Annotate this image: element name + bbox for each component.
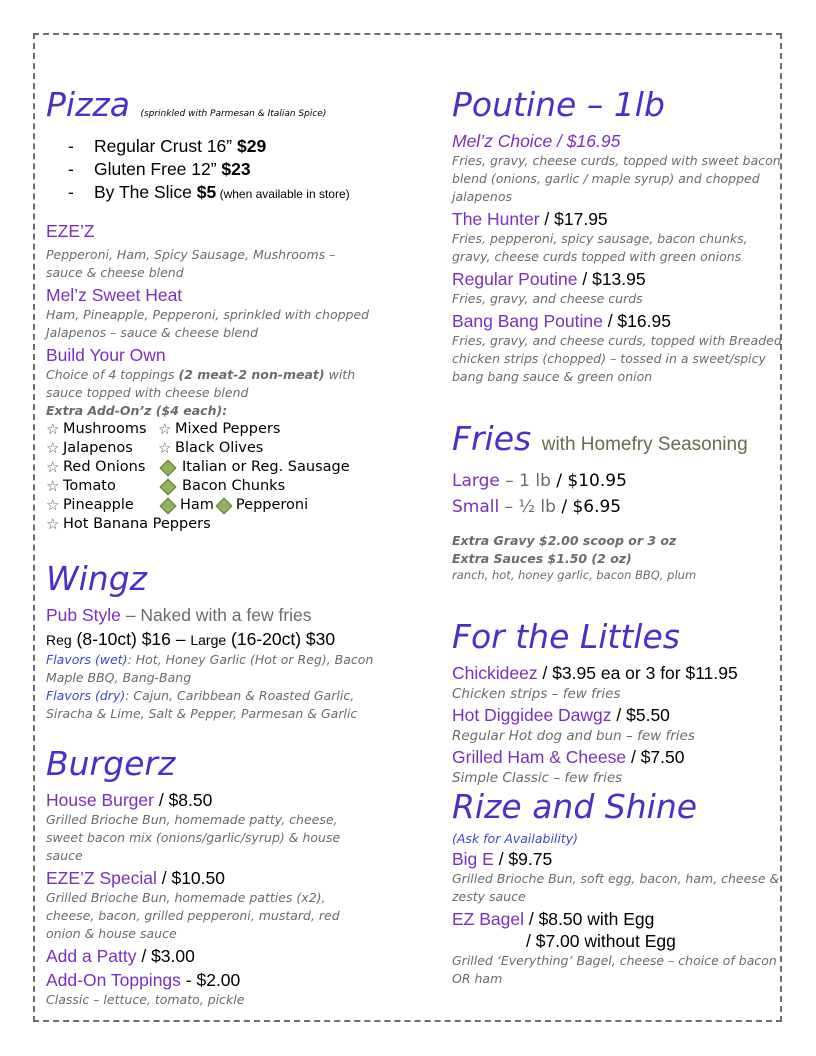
topping-jalapenos: ☆ Jalapenos xyxy=(46,439,133,457)
burger-house-desc: Grilled Brioche Bun, homemade patty, cheese, sweet bacon mix (onions/garlic/syrup) & house sauce xyxy=(46,812,341,863)
topping-red-onions: ☆ Red Onions xyxy=(46,458,146,476)
topping-row xyxy=(46,515,376,534)
wingz-style: Pub Style – Naked with a few fries xyxy=(46,605,312,625)
pizza-size-gluten-free: - Gluten Free 12” $23 xyxy=(68,158,376,181)
topping-sausage: Italian or Reg. Sausage xyxy=(158,458,350,477)
fries-sauces-list: ranch, hot, honey garlic, bacon BBQ, plum xyxy=(452,568,697,582)
littles-chickideez-desc: Chicken strips – few fries xyxy=(452,686,621,702)
star-icon: ☆ xyxy=(158,420,172,438)
fries-title: Fries with Homefry Seasoning xyxy=(452,419,748,458)
rize-note: (Ask for Availability) xyxy=(452,831,579,846)
rize-bagel-desc: Grilled ‘Everything’ Bagel, cheese – choice of bacon OR ham xyxy=(452,953,777,986)
littles-title: For the Littles xyxy=(452,617,680,656)
topping-grid xyxy=(46,420,376,534)
rize-big-e-desc: Grilled Brioche Bun, soft egg, bacon, ham, cheese & zesty sauce xyxy=(452,871,780,904)
meat-diamond-icon xyxy=(160,497,177,514)
burger-add-on-desc: Classic – lettuce, tomato, pickle xyxy=(46,992,245,1007)
pizza-item-sweet-heat-name: Mel’z Sweet Heat xyxy=(46,285,183,305)
topping-bacon-chunks: Bacon Chunks xyxy=(158,477,285,496)
littles-ham-cheese-name: Grilled Ham & Cheese / $7.50 xyxy=(452,747,685,767)
burger-house-name: House Burger / $8.50 xyxy=(46,790,213,810)
wingz-wet-flavors: Flavors (wet): Hot, Honey Garlic (Hot or Reg), Bacon Maple BBQ, Bang-Bang xyxy=(46,652,374,685)
topping-black-olives: ☆ Black Olives xyxy=(158,439,264,457)
poutine-hunter-name: The Hunter / $17.95 xyxy=(452,209,608,229)
fries-extra-sauces: Extra Sauces $1.50 (2 oz) xyxy=(452,551,632,566)
poutine-regular-desc: Fries, gravy, and cheese curds xyxy=(452,291,643,306)
littles-dawgz-name: Hot Diggidee Dawgz / $5.50 xyxy=(452,705,670,725)
poutine-section xyxy=(452,86,782,386)
pizza-item-ezez-desc: Pepperoni, Ham, Spicy Sausage, Mushrooms – sauce & cheese blend xyxy=(46,247,336,280)
pizza-section xyxy=(46,86,376,534)
poutine-melz-name: Mel’z Choice / $16.95 xyxy=(452,131,621,151)
pizza-addons-title: Extra Add-On’z ($4 each): xyxy=(46,403,228,418)
topping-pepperoni: Pepperoni xyxy=(214,496,308,515)
littles-dawgz-desc: Regular Hot dog and bun – few fries xyxy=(452,728,695,744)
topping-mushrooms: ☆ Mushrooms xyxy=(46,420,147,438)
fries-section xyxy=(452,420,782,582)
topping-row xyxy=(46,439,376,458)
topping-row xyxy=(46,420,376,439)
topping-ham: Ham xyxy=(158,496,214,515)
pizza-size-regular: - Regular Crust 16” $29 xyxy=(68,135,376,158)
burger-add-patty: Add a Patty / $3.00 xyxy=(46,946,195,966)
rize-section xyxy=(452,788,782,988)
star-icon: ☆ xyxy=(46,439,60,457)
burger-add-on-toppings: Add-On Toppings - $2.00 xyxy=(46,970,241,990)
star-icon: ☆ xyxy=(158,439,172,457)
poutine-bangbang-name: Bang Bang Poutine / $16.95 xyxy=(452,311,671,331)
topping-row xyxy=(46,496,376,515)
littles-chickideez-name: Chickideez / $3.95 ea or 3 for $11.95 xyxy=(452,663,738,683)
pizza-item-sweet-heat-desc: Ham, Pineapple, Pepperoni, sprinkled with chopped Jalapenos – sauce & cheese blend xyxy=(46,307,370,340)
fries-small: Small – ½ lb / $6.95 xyxy=(452,497,622,517)
pizza-note: (sprinkled with Parmesan & Italian Spice) xyxy=(140,109,327,119)
wingz-title: Wingz xyxy=(46,559,147,598)
pizza-title: Pizza (sprinkled with Parmesan & Italian Spice) xyxy=(46,85,327,124)
pizza-size-list xyxy=(46,135,376,206)
star-icon: ☆ xyxy=(46,477,60,495)
poutine-regular-name: Regular Poutine / $13.95 xyxy=(452,269,646,289)
topping-hot-banana: ☆ Hot Banana Peppers xyxy=(46,515,211,533)
pizza-item-byo-name: Build Your Own xyxy=(46,345,166,365)
littles-section xyxy=(452,618,782,788)
left-column xyxy=(46,86,376,1009)
poutine-melz-desc: Fries, gravy, cheese curds, topped with sweet bacon blend (onions, garlic / maple syrup) and chopped jalapenos xyxy=(452,153,781,204)
fries-subtitle: with Homefry Seasoning xyxy=(541,434,748,455)
topping-tomato: ☆ Tomato xyxy=(46,477,116,495)
pizza-item-byo-desc: Choice of 4 toppings (2 meat-2 non-meat) with sauce topped with cheese blend xyxy=(46,367,356,400)
star-icon: ☆ xyxy=(46,458,60,476)
right-column xyxy=(452,86,782,988)
topping-row xyxy=(46,458,376,477)
poutine-title: Poutine – 1lb xyxy=(452,85,665,124)
poutine-hunter-desc: Fries, pepperoni, spicy sausage, bacon chunks, gravy, cheese curds topped with green onions xyxy=(452,231,748,264)
poutine-bangbang-desc: Fries, gravy, and cheese curds, topped with Breaded chicken strips (chopped) – tossed in a sweet/spicy bang bang sauce & green onion xyxy=(452,333,782,384)
fries-large: Large – 1 lb / $10.95 xyxy=(452,471,627,491)
topping-pineapple: ☆ Pineapple xyxy=(46,496,134,514)
pizza-item-ezez-name: EZE’Z xyxy=(46,221,95,241)
rize-bagel-price-no-egg: / $7.00 without Egg xyxy=(526,931,676,951)
fries-extra-gravy: Extra Gravy $2.00 scoop or 3 oz xyxy=(452,533,677,548)
meat-diamond-icon xyxy=(215,497,232,514)
rize-big-e-name: Big E / $9.75 xyxy=(452,849,553,869)
topping-row xyxy=(46,477,376,496)
wingz-dry-flavors: Flavors (dry): Cajun, Caribbean & Roasted Garlic, Siracha & Lime, Salt & Pepper, Parmesan & Garlic xyxy=(46,688,358,721)
meat-diamond-icon xyxy=(160,459,177,476)
burgerz-section xyxy=(46,745,376,1009)
rize-bagel-name: EZ Bagel / $8.50 with Egg xyxy=(452,909,655,929)
littles-ham-cheese-desc: Simple Classic – few fries xyxy=(452,770,623,786)
star-icon: ☆ xyxy=(46,420,60,438)
rize-title: Rize and Shine xyxy=(452,787,698,826)
star-icon: ☆ xyxy=(46,515,60,533)
meat-diamond-icon xyxy=(160,478,177,495)
burger-special-name: EZE’Z Special / $10.50 xyxy=(46,868,225,888)
wingz-sizes: Reg (8-10ct) $16 – Large (16-20ct) $30 xyxy=(46,629,336,649)
burger-special-desc: Grilled Brioche Bun, homemade patties (x2), cheese, bacon, grilled pepperoni, mustard, red onion & house sauce xyxy=(46,890,340,941)
burgerz-title: Burgerz xyxy=(46,744,176,783)
wingz-section xyxy=(46,560,376,723)
pizza-size-slice: - By The Slice $5 (when available in store) xyxy=(68,181,376,206)
topping-mixed-peppers: ☆ Mixed Peppers xyxy=(158,420,281,438)
star-icon: ☆ xyxy=(46,496,60,514)
